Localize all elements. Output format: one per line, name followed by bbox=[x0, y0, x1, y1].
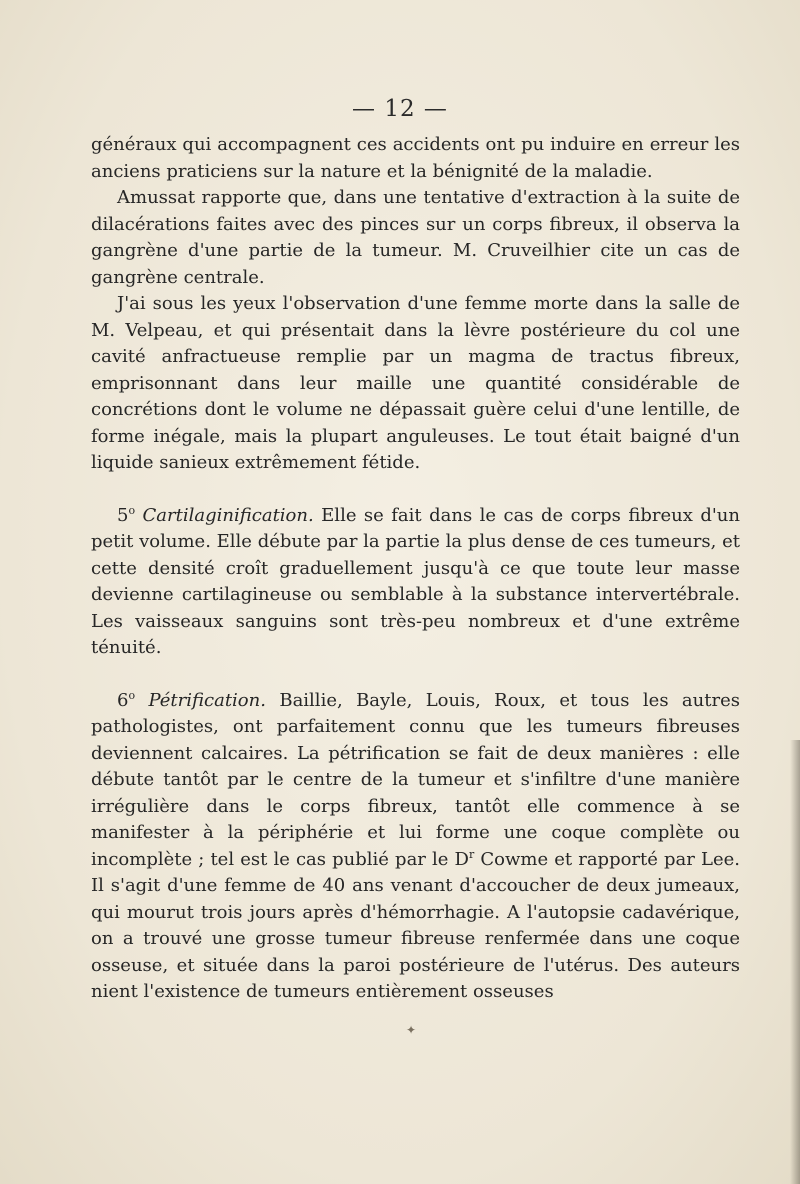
paragraph-petrification bbox=[91, 688, 740, 1006]
body-text bbox=[91, 132, 740, 1006]
paragraph-3: J'ai sous les yeux l'observation d'une femme morte dans la salle de M. Velpeau, et qui présentait dans la lèvre postérieure du col une cavité anfractueuse remplie par un magma de tractus fibreux, emprisonnant dans leur maille une quantité considérable de concrétions dont le volume ne dépassait guère celui d'une lentille, de forme inégale, mais la plupart anguleuses. Le tout était baigné d'un liquide sanieux extrêmement fétide. bbox=[91, 293, 740, 473]
section-text: Elle se fait dans le cas de corps fibreux d'un petit volume. Elle débute par la partie la plus dense de ces tumeurs, et cette densité croît graduellement jusqu'à ce que toute leur masse devienne cartilagineuse ou semblable à la substance intervertébrale. Les vaisseaux sanguins sont très-peu nombreux et d'une extrême ténuité. bbox=[91, 504, 740, 658]
paragraph-2: Amussat rapporte que, dans une tentative d'extraction à la suite de dilacérations faites avec des pinces sur un corps fibreux, il observa la gangrène d'une partie de la tumeur. M. Cruveilhier cite un cas de gangrène centrale. bbox=[91, 187, 740, 288]
section-heading: Pétrification. bbox=[148, 689, 266, 711]
superscript: r bbox=[468, 847, 475, 861]
section-heading: Cartilaginification. bbox=[142, 504, 314, 526]
page-edge-shadow bbox=[790, 740, 800, 1184]
section-number: 6 bbox=[117, 689, 129, 711]
section-number: 5 bbox=[117, 504, 129, 526]
ornament-mark: ✦ bbox=[406, 1023, 417, 1037]
section-text-continued: Cowme et rapporté par Lee. Il s'agit d'une femme de 40 ans venant d'accoucher de deux jumeaux, qui mourut trois jours après d'hémorrhagie. A l'autopsie cadavérique, on a trouvé une grosse tumeur fibreuse renfermée dans une coque osseuse, et située dans la paroi postérieure de l'utérus. Des auteurs nient l'existence de tumeurs entièrement osseuses bbox=[91, 848, 740, 1002]
paragraph-cartilaginification bbox=[91, 503, 740, 662]
section-text: Baillie, Bayle, Louis, Roux, et tous les autres pathologistes, ont parfaitement connu que les tumeurs fibreuses deviennent calcaires. La pétrification se fait de deux manières : elle débute tantôt par le centre de la tumeur et s'infiltre d'une manière irrégulière dans le corps fibreux, tantôt elle commence à se manifester à la périphérie et lui forme une coque complète ou incomplète ; tel est le cas publié par le D bbox=[91, 689, 740, 870]
degree-sign: o bbox=[128, 688, 136, 702]
degree-sign: o bbox=[128, 503, 136, 517]
paragraph-1: généraux qui accompagnent ces accidents ont pu induire en erreur les anciens praticiens sur la nature et la bénignité de la maladie. bbox=[91, 134, 740, 182]
page-number: — 12 — bbox=[352, 96, 448, 122]
